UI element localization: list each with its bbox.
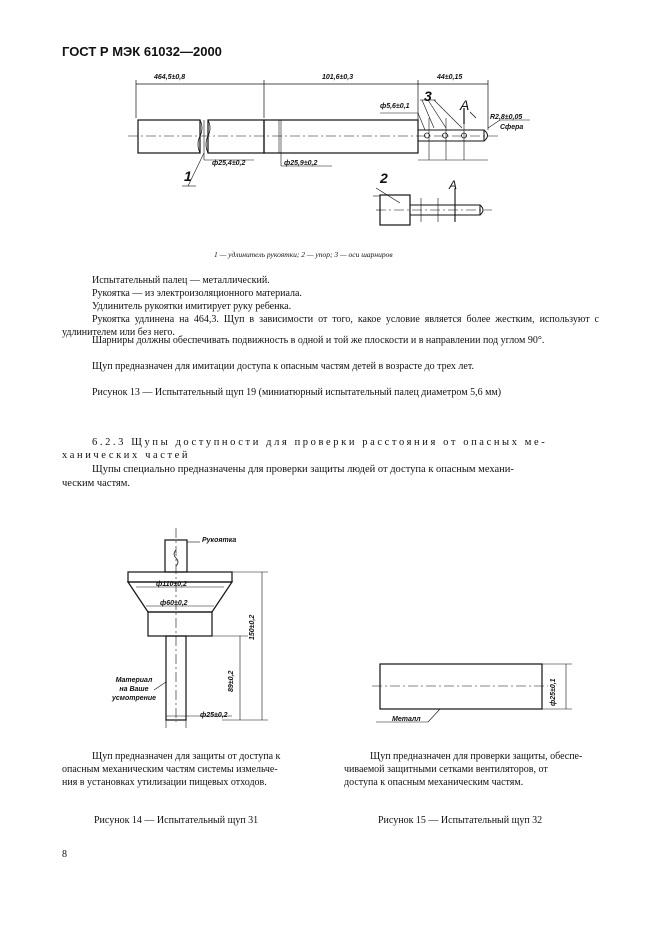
section-heading-line-1: 6.2.3 Щупы доступности для проверки расстояния от опасных ме- <box>92 437 548 448</box>
section-mark-a2: A <box>449 178 458 192</box>
callout-3: 3 <box>424 88 432 104</box>
dim-101: 101,6±0,3 <box>322 74 354 81</box>
dim-464: 464,5±0,8 <box>154 74 186 81</box>
fig14-text-3: ния в установках утилизации пищевых отходов. <box>62 777 267 788</box>
section-heading-line-2: ханических частей <box>62 450 191 461</box>
callout-2: 2 <box>380 170 388 186</box>
fig15-material-label: Металл <box>392 716 421 723</box>
fig14-text-1: Щуп предназначен для защиты от доступа к <box>92 751 281 762</box>
fig14-material-label: Материал на Ваше усмотрение <box>112 677 157 702</box>
fig14-text-2: опасным механическим частям системы измельче- <box>62 764 278 775</box>
sphere-label: Сфера <box>500 124 524 131</box>
section-mark-a: A <box>460 97 470 113</box>
note-1: Испытательный палец — металлический. <box>92 275 270 286</box>
note-2: Рукоятка — из электроизоляционного материала. <box>92 288 302 299</box>
figure-14-caption: Рисунок 14 — Испытательный щуп 31 <box>94 815 259 826</box>
section-body-line-2: ческим частям. <box>62 478 131 489</box>
note-4: Рукоятка удлинена на 464,3. Щуп в зависимости от того, какое условие является более жестким, используют с удлинителем или без него. <box>62 314 599 338</box>
section-body-line-1: Щупы специально предназначены для проверки защиты людей от доступа к опасным механи- <box>92 464 514 475</box>
fig15-text-3: доступа к опаcным механическим частям. <box>344 777 524 788</box>
figure-13-caption: Рисунок 13 — Испытательный щуп 19 (миниатюрный испытательный палец диаметром 5,6 мм) <box>92 387 502 398</box>
callout-1: 1 <box>184 168 192 184</box>
fig14-handle-label: Рукоятка <box>202 537 237 544</box>
page-number: 8 <box>62 849 67 860</box>
figure-13-legend: 1 — удлинитель рукоятки; 2 — упор; 3 — оси шарниров <box>214 250 393 259</box>
dim-44: 44±0,15 <box>437 74 463 81</box>
fig14-dim-25: ф25±0,2 <box>200 712 228 719</box>
fig15-text-2: чиваемой защитными сетками вентиляторов, от <box>344 764 548 775</box>
fig15-text-1: Щуп предназначен для проверки защиты, обеспе- <box>370 751 583 762</box>
fig14-dim-150: 150±0,2 <box>249 614 256 640</box>
fig14-dim-89: 89±0,2 <box>228 670 235 692</box>
note-5: Шарниры должны обеспечивать подвижность в одной и той же плоскости и в направлении под углом 90°. <box>92 335 545 346</box>
fig14-dim-110: ф110±0,2 <box>156 581 187 588</box>
dim-d25-4: ф25,4±0,2 <box>212 160 246 167</box>
figure-15-caption: Рисунок 15 — Испытательный щуп 32 <box>378 815 543 826</box>
dim-d25-9: ф25,9±0,2 <box>284 160 318 167</box>
dim-r2-8: R2,8±0,05 <box>490 114 523 121</box>
dim-d5-6: ф5,6±0,1 <box>380 103 410 110</box>
figure-13-purpose: Щуп предназначен для имитации доступа к опасным частям детей в возрасте до трех лет. <box>92 361 474 372</box>
note-3: Удлинитель рукоятки имитирует руку ребенка. <box>92 301 292 312</box>
fig15-dim-25: ф25±0,1 <box>550 678 557 706</box>
fig14-dim-60: ф60±0,2 <box>160 600 188 607</box>
document-header: ГОСТ Р МЭК 61032—2000 <box>62 44 222 59</box>
